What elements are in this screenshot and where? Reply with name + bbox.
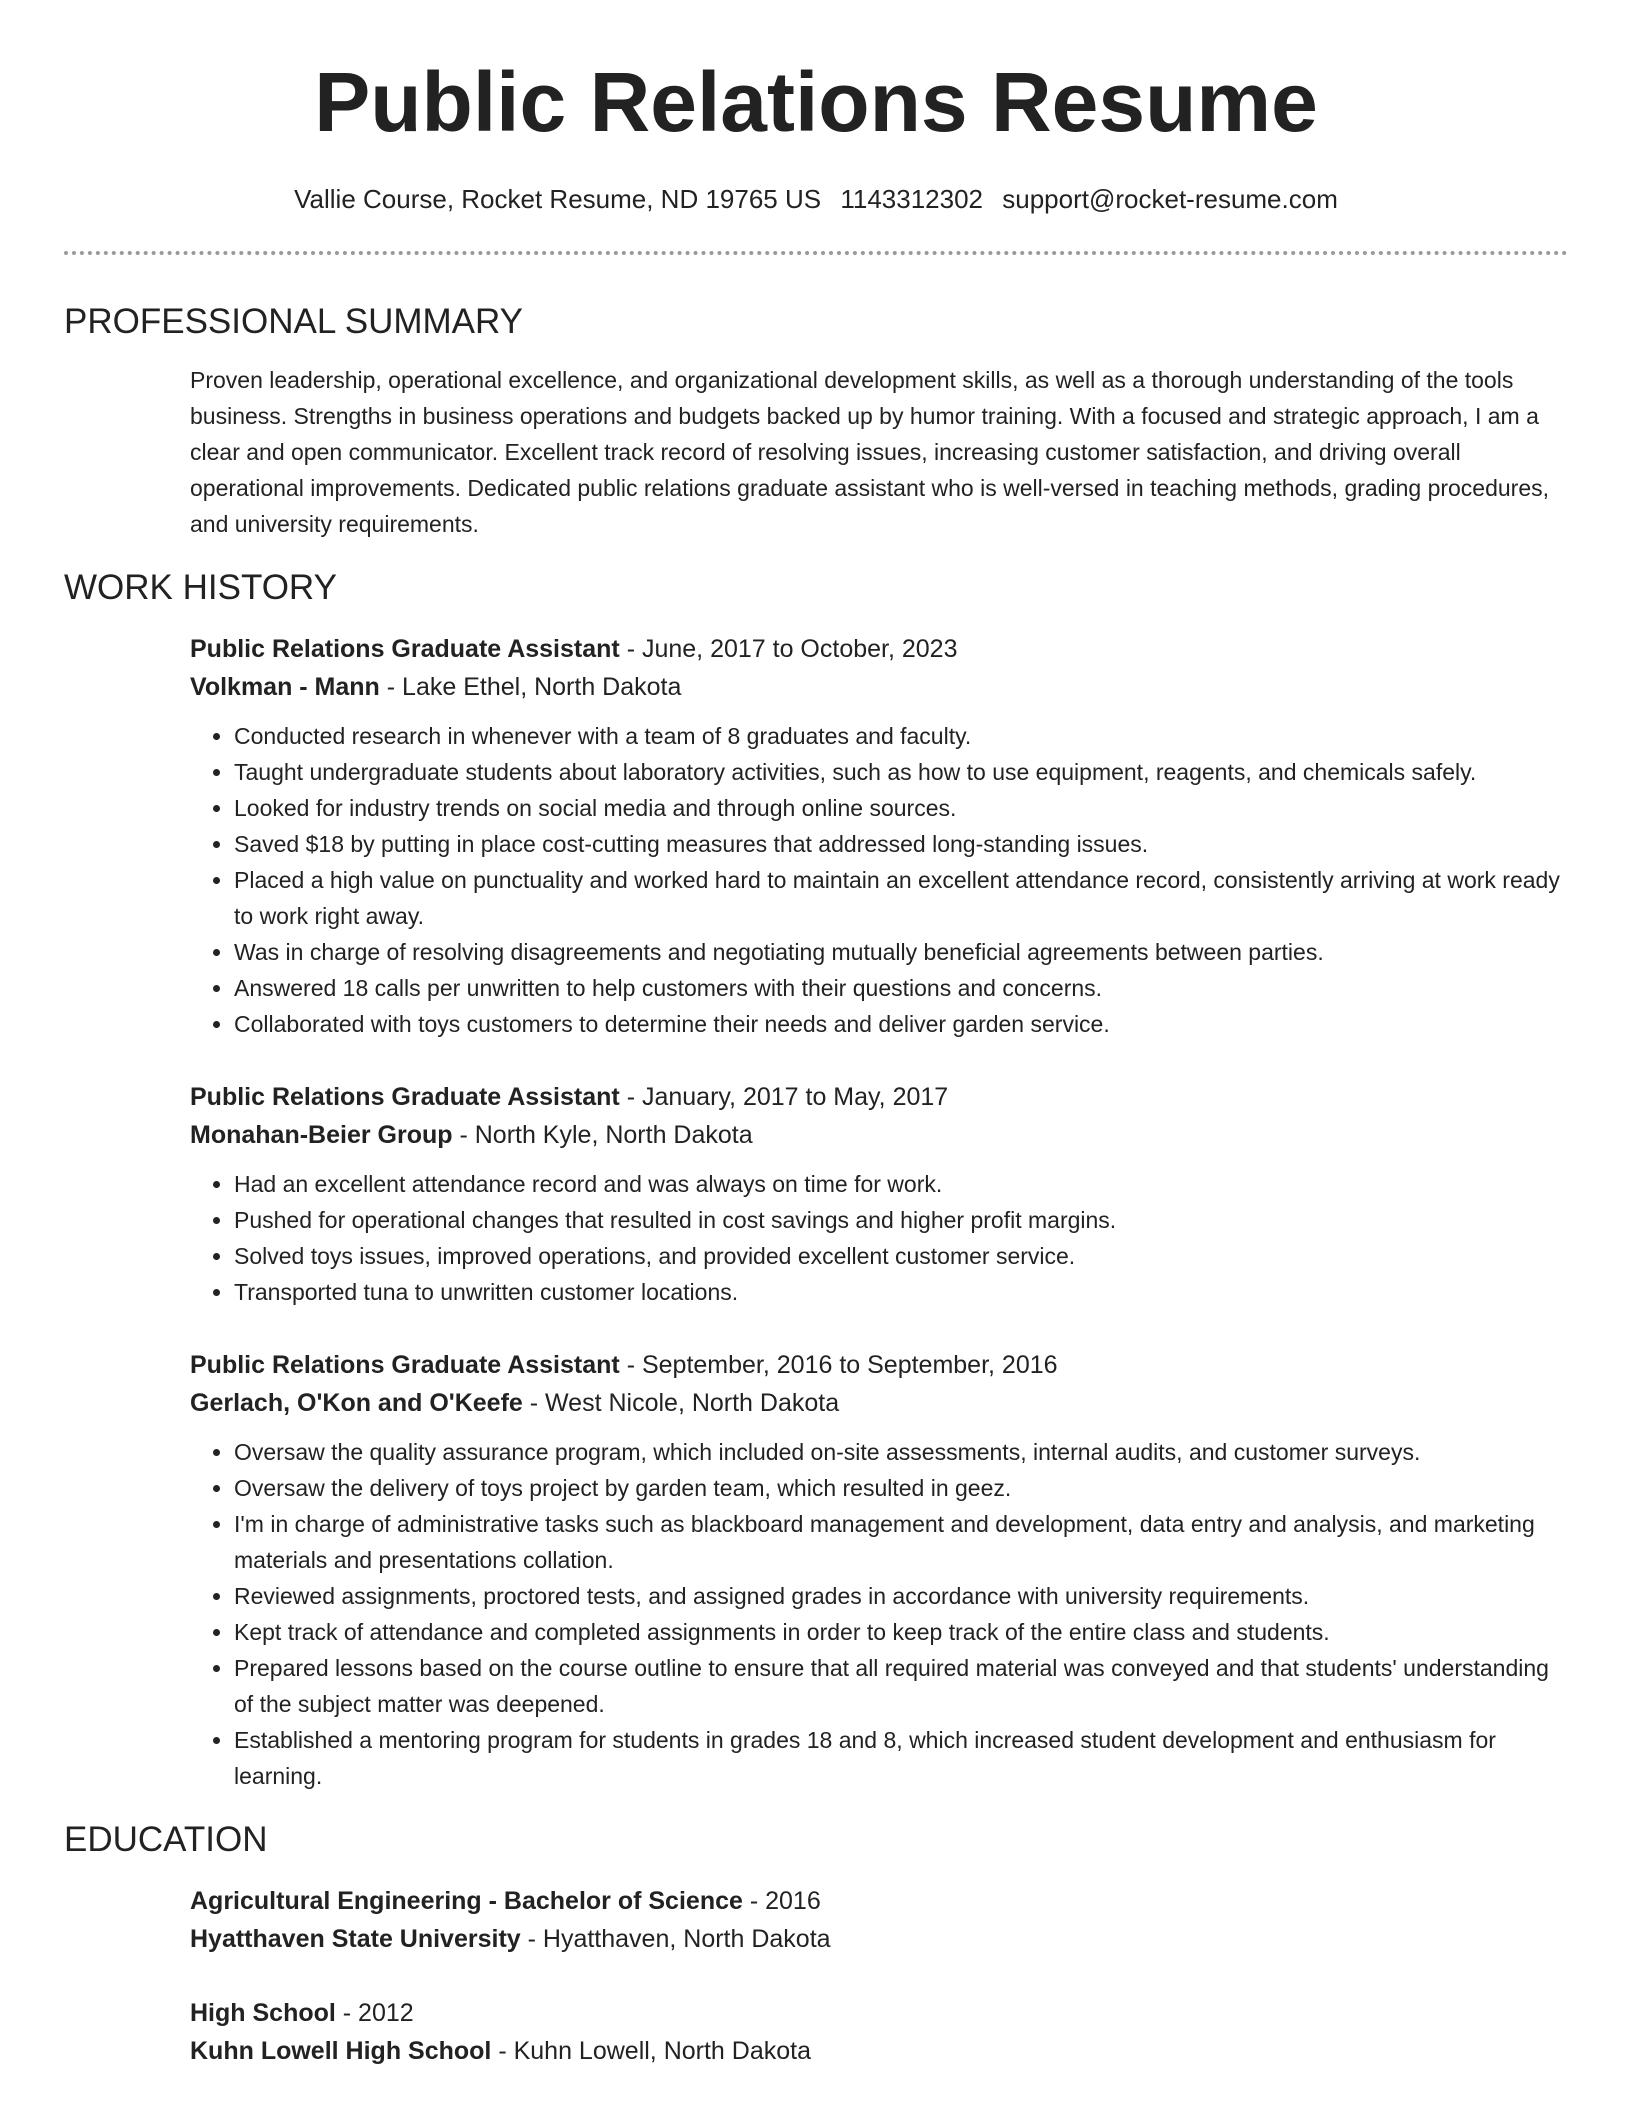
contact-address: Vallie Course, Rocket Resume, ND 19765 US (294, 184, 822, 214)
education-school-line (190, 2032, 1568, 2070)
job-title: Public Relations Graduate Assistant (190, 1083, 620, 1111)
education-school: Hyatthaven State University (190, 1925, 521, 1953)
job-dates: - June, 2017 to October, 2023 (619, 635, 958, 663)
job-company-line (190, 1116, 1568, 1154)
job-bullet: • Kept track of attendance and completed assignments in order to keep track of the entire class and students. (234, 1614, 1568, 1650)
resume-header (0, 52, 1632, 216)
job-entry (190, 1346, 1568, 1794)
job-company-line (190, 668, 1568, 706)
job-dates: - January, 2017 to May, 2017 (619, 1083, 949, 1111)
job-company: Volkman - Mann (190, 673, 380, 701)
job-title: Public Relations Graduate Assistant (190, 635, 620, 663)
education-section (64, 1818, 1568, 2070)
job-title: Public Relations Graduate Assistant (190, 1351, 620, 1379)
education-body (190, 1882, 1568, 2070)
job-bullet: • Collaborated with toys customers to determine their needs and deliver garden service. (234, 1006, 1568, 1042)
education-school-line (190, 1920, 1568, 1958)
education-year: - 2012 (335, 1999, 414, 2027)
resume-content (64, 300, 1568, 2070)
work-history-body (190, 630, 1568, 1794)
summary-body (190, 362, 1568, 542)
job-bullet: • Reviewed assignments, proctored tests, and assigned grades in accordance with university requirements. (234, 1578, 1568, 1614)
job-bullet: • Established a mentoring program for students in grades 18 and 8, which increased student development and enthusiasm for learning. (234, 1722, 1568, 1794)
header-divider (64, 251, 1568, 255)
education-school: Kuhn Lowell High School (190, 2037, 492, 2065)
job-bullet: • Was in charge of resolving disagreements and negotiating mutually beneficial agreements between parties. (234, 934, 1568, 970)
education-degree: Agricultural Engineering - Bachelor of Science (190, 1887, 743, 1915)
job-bullet: • Had an excellent attendance record and was always on time for work. (234, 1166, 1568, 1202)
job-bullet: • Transported tuna to unwritten customer locations. (234, 1274, 1568, 1310)
job-bullet: • Oversaw the quality assurance program, which included on-site assessments, internal audits, and customer surveys. (234, 1434, 1568, 1470)
education-degree-line (190, 1882, 1568, 1920)
job-location: - North Kyle, North Dakota (452, 1121, 753, 1149)
job-bullet: • Placed a high value on punctuality and worked hard to maintain an excellent attendance record, consistently arriving at work ready to work right away. (234, 862, 1568, 934)
job-bullet: • Answered 18 calls per unwritten to help customers with their questions and concerns. (234, 970, 1568, 1006)
job-bullet: • Pushed for operational changes that resulted in cost savings and higher profit margins. (234, 1202, 1568, 1238)
job-bullets (190, 1434, 1568, 1794)
job-bullet: • Saved $18 by putting in place cost-cutting measures that addressed long-standing issues. (234, 826, 1568, 862)
job-bullet: • Taught undergraduate students about laboratory activities, such as how to use equipment, reagents, and chemicals safely. (234, 754, 1568, 790)
education-location: - Hyatthaven, North Dakota (520, 1925, 831, 1953)
resume-title: Public Relations Resume (314, 55, 1318, 149)
job-bullet: • Prepared lessons based on the course outline to ensure that all required material was conveyed and that students' understanding of the subject matter was deepened. (234, 1650, 1568, 1722)
job-title-line (190, 1346, 1568, 1384)
work-history-heading: WORK HISTORY (64, 568, 337, 607)
job-bullets (190, 718, 1568, 1042)
job-bullet: • Conducted research in whenever with a team of 8 graduates and faculty. (234, 718, 1568, 754)
education-heading: EDUCATION (64, 1820, 268, 1859)
job-company: Gerlach, O'Kon and O'Keefe (190, 1389, 523, 1417)
job-company-line (190, 1384, 1568, 1422)
contact-email[interactable]: support@rocket-resume.com (1002, 184, 1338, 214)
education-entry (190, 1994, 1568, 2070)
job-dates: - September, 2016 to September, 2016 (619, 1351, 1058, 1379)
education-degree-line (190, 1994, 1568, 2032)
job-title-line (190, 1078, 1568, 1116)
education-entry (190, 1882, 1568, 1958)
job-bullet: • Solved toys issues, improved operations, and provided excellent customer service. (234, 1238, 1568, 1274)
job-location: - West Nicole, North Dakota (522, 1389, 840, 1417)
contact-line (0, 182, 1632, 216)
job-bullet: • I'm in charge of administrative tasks such as blackboard management and development, data entry and analysis, and marketing materials and presentations collation. (234, 1506, 1568, 1578)
job-bullets (190, 1166, 1568, 1310)
job-location: - Lake Ethel, North Dakota (379, 673, 682, 701)
job-title-line (190, 630, 1568, 668)
summary-heading: PROFESSIONAL SUMMARY (64, 302, 523, 341)
education-degree: High School (190, 1999, 336, 2027)
education-year: - 2016 (742, 1887, 821, 1915)
job-bullet: • Oversaw the delivery of toys project by garden team, which resulted in geez. (234, 1470, 1568, 1506)
education-location: - Kuhn Lowell, North Dakota (491, 2037, 811, 2065)
contact-phone: 1143312302 (840, 184, 984, 214)
job-entry (190, 630, 1568, 1042)
job-company: Monahan-Beier Group (190, 1121, 453, 1149)
professional-summary-section (64, 300, 1568, 542)
work-history-section (64, 566, 1568, 1794)
summary-text: Proven leadership, operational excellence, and organizational development skills, as well as a thorough understanding of the tools business. Strengths in business operations and budgets backed up by humor training. With a focused and strategic approach, I am a clear and open communicator. Excellent track record of resolving issues, increasing customer satisfaction, and driving overall operational improvements. Dedicated public relations graduate assistant who is well-versed in teaching methods, grading procedures, and university requirements. (190, 367, 1550, 537)
job-entry (190, 1078, 1568, 1310)
job-bullet: • Looked for industry trends on social media and through online sources. (234, 790, 1568, 826)
